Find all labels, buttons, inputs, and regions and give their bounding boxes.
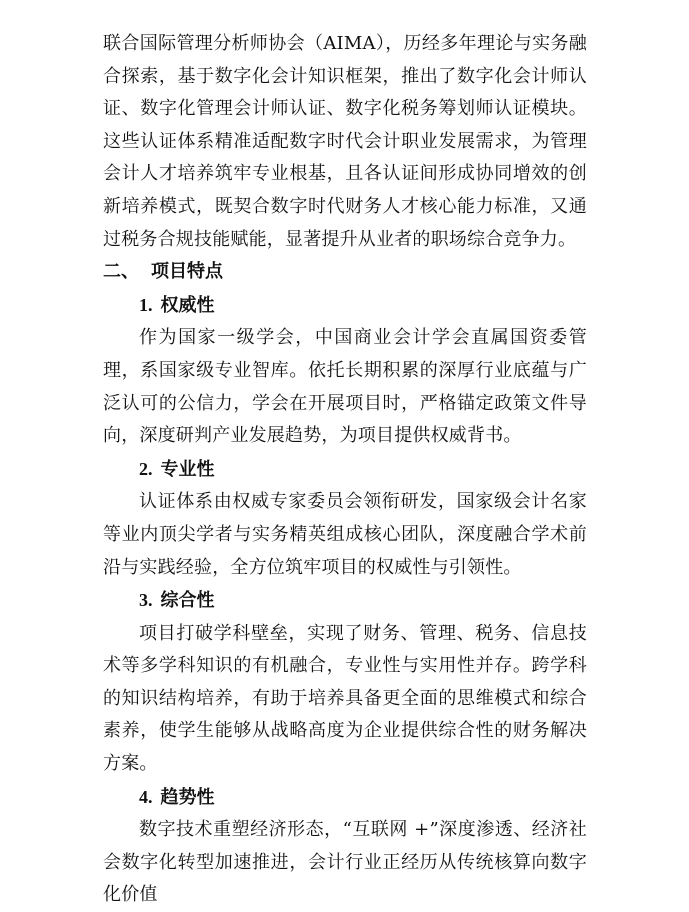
- feature-heading-1: [103, 289, 587, 323]
- section-heading: [103, 256, 587, 289]
- feature-heading-4: [103, 781, 587, 815]
- feature-paragraph-4: 数字技术重塑经济形态，“互联网 +”深度渗透、经济社会数字化转型加速推进，会计行业正经历从传统核算向数字化价值: [103, 819, 587, 906]
- document-page: [103, 28, 587, 912]
- feature-number: 4.: [139, 786, 153, 807]
- feature-number: 2.: [139, 458, 153, 479]
- section-title: 项目特点: [151, 261, 223, 283]
- feature-title: 综合性: [160, 590, 215, 612]
- feature-paragraph-2: 认证体系由权威专家委员会领衔研发，国家级会计名家等业内顶尖学者与实务精英组成核心团队，深度融合学术前沿与实践经验，全方位筑牢项目的权威性与引领性。: [103, 491, 587, 578]
- intro-paragraph: 联合国际管理分析师协会（AIMA），历经多年理论与实务融合探索，基于数字化会计知识框架，推出了数字化会计师认证、数字化管理会计师认证、数字化税务筹划师认证模块。这些认证体系精准适配数字时代会计职业发展需求，为管理会计人才培养筑牢专业根基，且各认证间形成协同增效的创新培养模式，既契合数字时代财务人才核心能力标准，又通过税务合规技能赋能，显著提升从业者的职场综合竞争力。: [103, 33, 587, 250]
- feature-title: 权威性: [160, 294, 215, 316]
- feature-heading-3: [103, 584, 587, 618]
- feature-paragraph-3: 项目打破学科壁垒，实现了财务、管理、税务、信息技术等多学科知识的有机融合，专业性与实用性并存。跨学科的知识结构培养，有助于培养具备更全面的思维模式和综合素养，使学生能够从战略高度为企业提供综合性的财务解决方案。: [103, 622, 587, 775]
- feature-title: 趋势性: [160, 786, 215, 808]
- feature-paragraph-1: 作为国家一级学会，中国商业会计学会直属国资委管理，系国家级专业智库。依托长期积累的深厚行业底蕴与广泛认可的公信力，学会在开展项目时，严格锚定政策文件导向，深度研判产业发展趋势，为项目提供权威背书。: [103, 327, 587, 447]
- feature-title: 专业性: [160, 458, 215, 480]
- feature-heading-2: [103, 453, 587, 487]
- section-number: 二、: [103, 261, 139, 283]
- feature-number: 3.: [139, 590, 153, 611]
- feature-number: 1.: [139, 294, 153, 315]
